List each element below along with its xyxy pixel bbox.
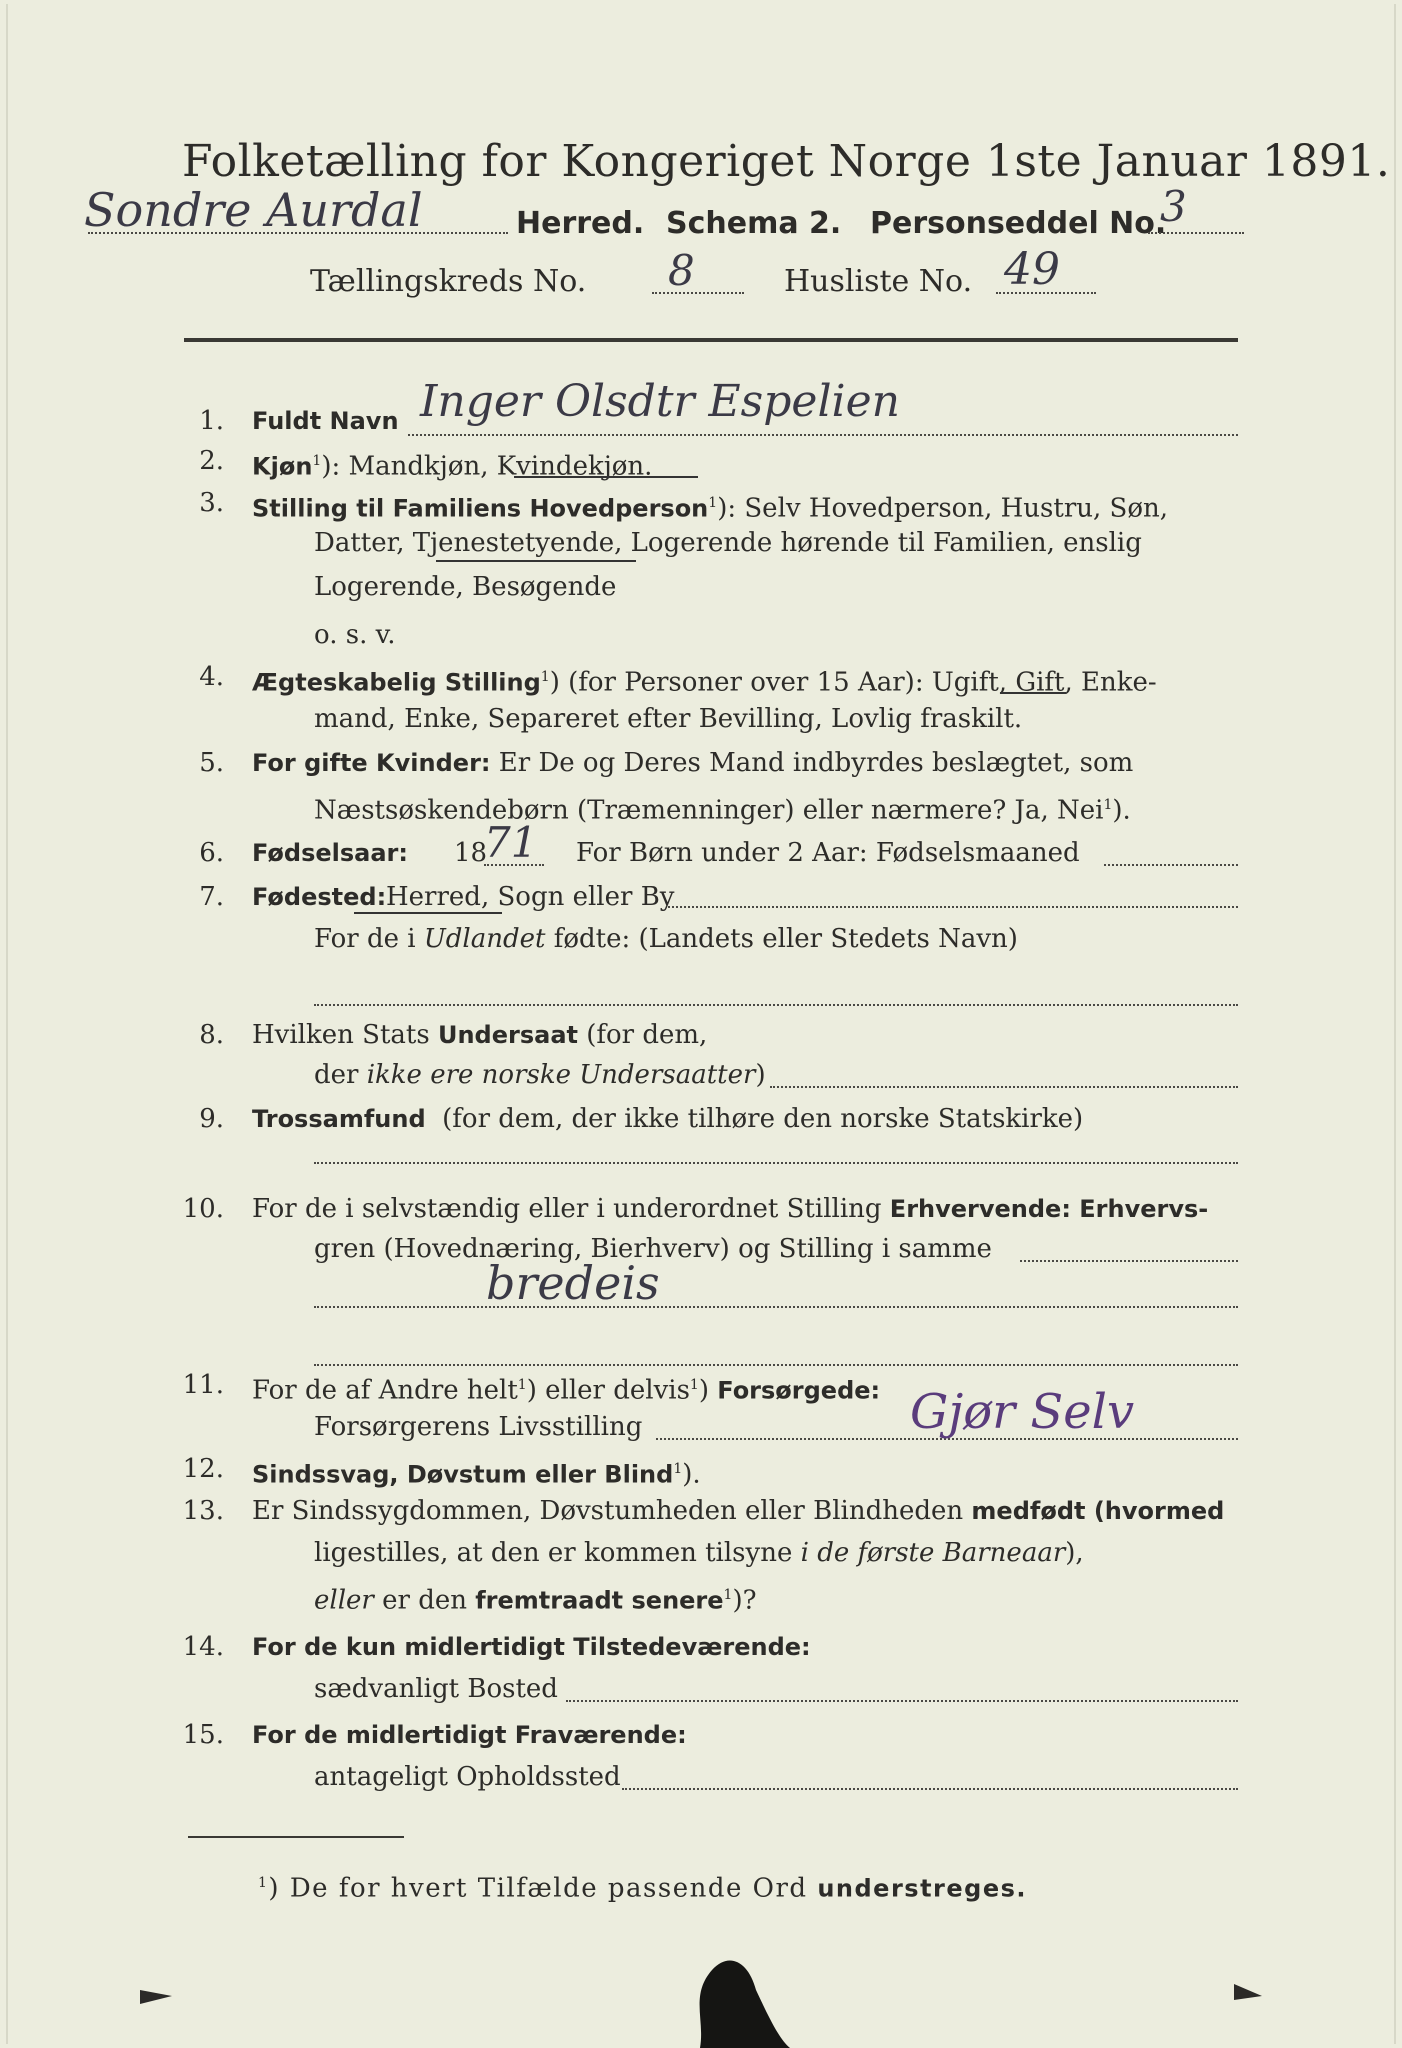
item-5-line1: For gifte Kvinder: Er De og Deres Mand indbyrdes beslægtet, som [252, 748, 1134, 778]
item-3-line2: Datter, Tjenestetyende, Logerende hørende til Familien, enslig [314, 528, 1142, 558]
kreds-dotted-line [652, 292, 744, 294]
item-number: 3. [199, 488, 224, 518]
underline-ugift [1000, 692, 1066, 694]
item-label-full-name: Fuldt Navn [252, 407, 399, 435]
form-title: Folketælling for Kongeriget Norge 1ste Januar 1891. [182, 136, 1391, 187]
item-9-line1: Trossamfund (for dem, der ikke tilhøre den norske Statskirke) [252, 1104, 1084, 1134]
item-number: 7. [199, 882, 224, 912]
personseddel-number: 3 [1160, 182, 1187, 231]
item-number: 9. [199, 1104, 224, 1134]
kreds-number: 8 [668, 246, 695, 295]
occupation-dotted-line-2 [314, 1306, 1238, 1308]
item-3-line3: Logerende, Besøgende [314, 572, 617, 602]
religion-dotted-line [314, 1162, 1238, 1164]
item-13-line1: Er Sindssygdommen, Døvstumheden eller Blindheden medfødt (hvormed [252, 1496, 1225, 1526]
item-number: 6. [199, 838, 224, 868]
item-8-line1: Hvilken Stats Undersaat (for dem, [252, 1020, 708, 1050]
whereabouts-dotted-line [622, 1788, 1238, 1790]
item-7-line2: For de i Udlandet fødte: (Landets eller Stedets Navn) [314, 924, 1018, 954]
item-8-line2: der ikke ere norske Undersaatter) [314, 1060, 766, 1090]
item-number: 5. [199, 748, 224, 778]
item-15-label: For de midlertidigt Fraværende: [252, 1721, 687, 1749]
underline-kvindekjon [514, 476, 698, 478]
item-6-rest: For Børn under 2 Aar: Fødselsmaaned [576, 838, 1080, 868]
item-13-line2: ligestilles, at den er kommen tilsyne i de første Barneaar), [314, 1538, 1084, 1568]
schema-label: Schema 2. [666, 206, 842, 241]
item-7-line1: Herred, Sogn eller By [386, 882, 675, 912]
birth-month-dotted-line [1104, 864, 1238, 866]
husliste-label: Husliste No. [784, 264, 973, 299]
torn-edge [0, 1900, 1402, 2048]
underline-tjenestetyende [436, 560, 636, 562]
occupation-handwritten: bredeis [486, 1256, 660, 1310]
item-10-line1: For de i selvstændig eller i underordnet Stilling Erhvervende: Erhvervs- [252, 1194, 1209, 1224]
item-number: 13. [182, 1496, 224, 1526]
birth-year-prefix: 18 [454, 838, 488, 868]
occupation-dotted-line-3 [314, 1364, 1238, 1366]
item-3-line1: Stilling til Familiens Hovedperson$^1$): Selv Hovedperson, Hustru, Søn, [252, 493, 1169, 524]
item-10-line2: gren (Hovednæring, Bierhverv) og Stilling i samme [314, 1234, 992, 1264]
footnote-rule [188, 1836, 404, 1838]
item-number: 1. [199, 406, 224, 436]
item-number: 2. [199, 446, 224, 476]
herred-label: Herred. [516, 206, 645, 241]
item-14-label: For de kun midlertidigt Tilstedeværende: [252, 1633, 811, 1661]
herred-dotted-line [88, 232, 508, 234]
kreds-label: Tællingskreds No. [310, 264, 587, 299]
nationality-dotted-line [770, 1086, 1238, 1088]
item-5-line2: Næstsøskendebørn (Træmenninger) eller nærmere? Ja, Nei$^1$). [314, 795, 1131, 826]
item-15-line2: antageligt Opholdssted [314, 1762, 621, 1792]
item-12-text: Sindssvag, Døvstum eller Blind$^1$). [252, 1459, 701, 1490]
item-11-line2: Forsørgerens Livsstilling [314, 1412, 643, 1442]
item-number: 12. [182, 1454, 224, 1484]
underline-herred [354, 912, 502, 914]
personseddel-dotted-line [1148, 232, 1244, 234]
residence-dotted-line [566, 1700, 1238, 1702]
footnote: $^1$) De for hvert Tilfælde passende Ord understreges. [258, 1873, 1028, 1904]
birth-year-dotted-line [484, 864, 544, 866]
full-name-handwritten: Inger Olsdtr Espelien [420, 376, 900, 427]
provider-handwritten: Gjør Selv [910, 1384, 1135, 1440]
foreign-birthplace-dotted-line [314, 1004, 1238, 1006]
item-3-line4: o. s. v. [314, 620, 396, 650]
item-number: 15. [182, 1720, 224, 1750]
item-number: 8. [199, 1020, 224, 1050]
item-2-text: Kjøn$^1$): Mandkjøn, Kvindekjøn. [252, 451, 653, 482]
husliste-number: 49 [1004, 244, 1060, 295]
item-4-line1: Ægteskabelig Stilling$^1$) (for Personer over 15 Aar): Ugift, Gift, Enke- [252, 667, 1157, 698]
header-rule [184, 338, 1238, 342]
item-number: 14. [182, 1632, 224, 1662]
item-4-line2: mand, Enke, Separeret efter Bevilling, Lovlig fraskilt. [314, 704, 1023, 734]
occupation-dotted-line-1 [1020, 1260, 1238, 1262]
item-11-line1: For de af Andre helt$^1$) eller delvis$^1$) Forsørgede: [252, 1375, 881, 1406]
husliste-dotted-line [996, 292, 1096, 294]
birthplace-dotted-line [668, 906, 1238, 908]
item-7-label: Fødested: [252, 883, 387, 911]
item-6-label: Fødselsaar: [252, 839, 408, 867]
item-number: 11. [182, 1370, 224, 1400]
personseddel-label: Personseddel No. [870, 206, 1167, 241]
item-14-line2: sædvanligt Bosted [314, 1674, 558, 1704]
item-number: 4. [199, 662, 224, 692]
herred-handwritten: Sondre Aurdal [84, 183, 423, 237]
birth-year-handwritten: 71 [484, 818, 538, 867]
item-number: 10. [182, 1194, 224, 1224]
full-name-dotted-line [408, 434, 1238, 436]
item-13-line3: eller er den fremtraadt senere$^1$)? [314, 1585, 757, 1616]
